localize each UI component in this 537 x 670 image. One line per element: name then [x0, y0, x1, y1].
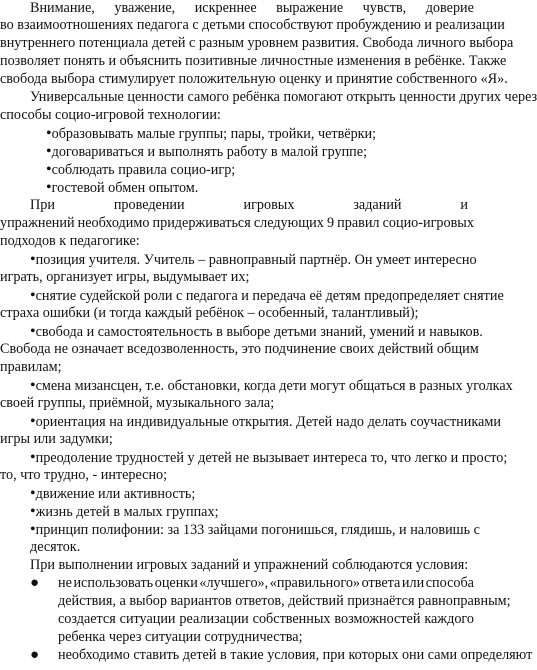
p2-line2: способы социо-игровой технологии: — [0, 107, 221, 123]
word: следующих — [253, 215, 324, 231]
word: правил — [337, 215, 380, 231]
list-item: •договариваться и выполнять работу в малой группе; — [46, 143, 368, 160]
p4-line: При выполнении игровых заданий и упражнений соблюдаются условия: — [30, 557, 469, 573]
word: Внимание, — [30, 0, 95, 16]
word: уважение, — [114, 0, 176, 16]
bullet-icon: • — [46, 161, 52, 178]
p1-line1 — [0, 0, 474, 17]
bullet-icon: • — [46, 143, 52, 160]
word: искреннее — [194, 0, 257, 16]
list-item-cont: играть, организует игры, выдумывает их; — [0, 269, 250, 285]
word: и — [460, 197, 468, 213]
list-item-cont: десяток. — [30, 539, 81, 555]
bullet-disc-icon: ● — [30, 647, 40, 663]
list-item: •гостевой обмен опытом. — [46, 179, 199, 196]
cond2-line1: необходимо ставить детей в такие условия, при которых они сами определяют — [58, 647, 533, 663]
list-item: •снятие судейской роли с педагога и передача её детям предопределяет снятие — [30, 287, 504, 304]
cond1-line4: ребенка через ситуации сотрудничества; — [58, 629, 303, 645]
word: игровых — [243, 197, 295, 213]
list-item: •образовывать малые группы; пары, тройки, четвёрки; — [46, 125, 377, 142]
list-item: •свобода и самостоятельность в выборе детьми знаний, умений и навыков. — [30, 323, 483, 340]
bullet-icon: • — [30, 323, 36, 340]
list-item-cont: то, что трудно, - интересно; — [0, 467, 168, 483]
p3-line1 — [0, 197, 474, 214]
list-item: •жизнь детей в малых группах; — [30, 503, 219, 520]
word: чувств, — [362, 0, 407, 16]
word: социо-игровых — [382, 215, 474, 231]
bullet-icon: • — [30, 503, 36, 520]
bullet-icon: • — [30, 377, 36, 394]
list-item-cont: игры или задумки; — [0, 431, 113, 447]
bullet-icon: • — [46, 125, 52, 142]
p3-line2 — [0, 215, 474, 232]
list-item-cont: страха ошибки (и тогда каждый ребёнок – особенный, талантливый); — [0, 305, 419, 321]
p1-line3: внутреннего потенциала детей с разным уровнем развития. Свобода личного выбора — [0, 35, 514, 51]
bullet-icon: • — [30, 449, 36, 466]
p1-line2: во взаимоотношениях педагога с детьми способствуют пробуждению и реализации — [0, 17, 505, 33]
word: необходимо — [77, 215, 150, 231]
bullet-icon: • — [30, 413, 36, 430]
p3-line3: подходов к педагогике: — [0, 233, 140, 249]
list-item: •преодоление трудностей у детей не вызывает интереса то, что легко и просто; — [30, 449, 508, 466]
word: упражнений — [0, 215, 75, 231]
list-item: •смена мизансцен, т.е. обстановки, когда дети могут общаться в разных уголках — [30, 377, 513, 394]
word: 9 — [326, 215, 335, 231]
list-item: •ориентация на индивидуальные открытия. Детей надо делать соучастниками — [30, 413, 501, 430]
list-item-cont: Свобода не означает вседозволенность, это подчинение своих действий общим — [0, 341, 479, 357]
bullet-icon: • — [30, 251, 36, 268]
list-item-cont: правилам; — [0, 359, 62, 375]
list-item: •принцип полифонии: за 133 зайцами погонишься, глядишь, и наловишь с — [30, 521, 480, 538]
p1-line4: позволяет понять и объяснить позитивные личностные изменения в ребёнке. Также — [0, 53, 507, 69]
word: доверие — [425, 0, 474, 16]
word: придерживаться — [152, 215, 251, 231]
p2-line1: Универсальные ценности самого ребёнка помогают открыть ценности других через — [30, 89, 537, 105]
word: При — [30, 197, 55, 213]
list-item-cont: своей группы, приёмной, музыкального зала; — [0, 395, 275, 411]
cond1-line1: не использовать оценки «лучшего», «правильного» ответа или способа — [58, 575, 474, 591]
bullet-icon: • — [30, 485, 36, 502]
word: выражение — [276, 0, 344, 16]
bullet-icon: • — [30, 287, 36, 304]
list-item: •позиция учителя. Учитель – равноправный партнёр. Он умеет интересно — [30, 251, 477, 268]
cond1-line2: действия, а выбор вариантов ответов, действий признаётся равноправным; — [58, 593, 511, 609]
bullet-icon: • — [46, 179, 52, 196]
bullet-disc-icon: ● — [30, 575, 40, 591]
cond1-line3: создается ситуации реализации собственных возможностей каждого — [58, 611, 474, 627]
p1-line5: свобода выбора стимулирует положительную оценку и принятие собственного «Я». — [0, 71, 508, 87]
list-item: •соблюдать правила социо-игр; — [46, 161, 236, 178]
list-item: •движение или активность; — [30, 485, 196, 502]
bullet-icon: • — [30, 521, 36, 538]
word: проведении — [113, 197, 185, 213]
word: заданий — [353, 197, 402, 213]
